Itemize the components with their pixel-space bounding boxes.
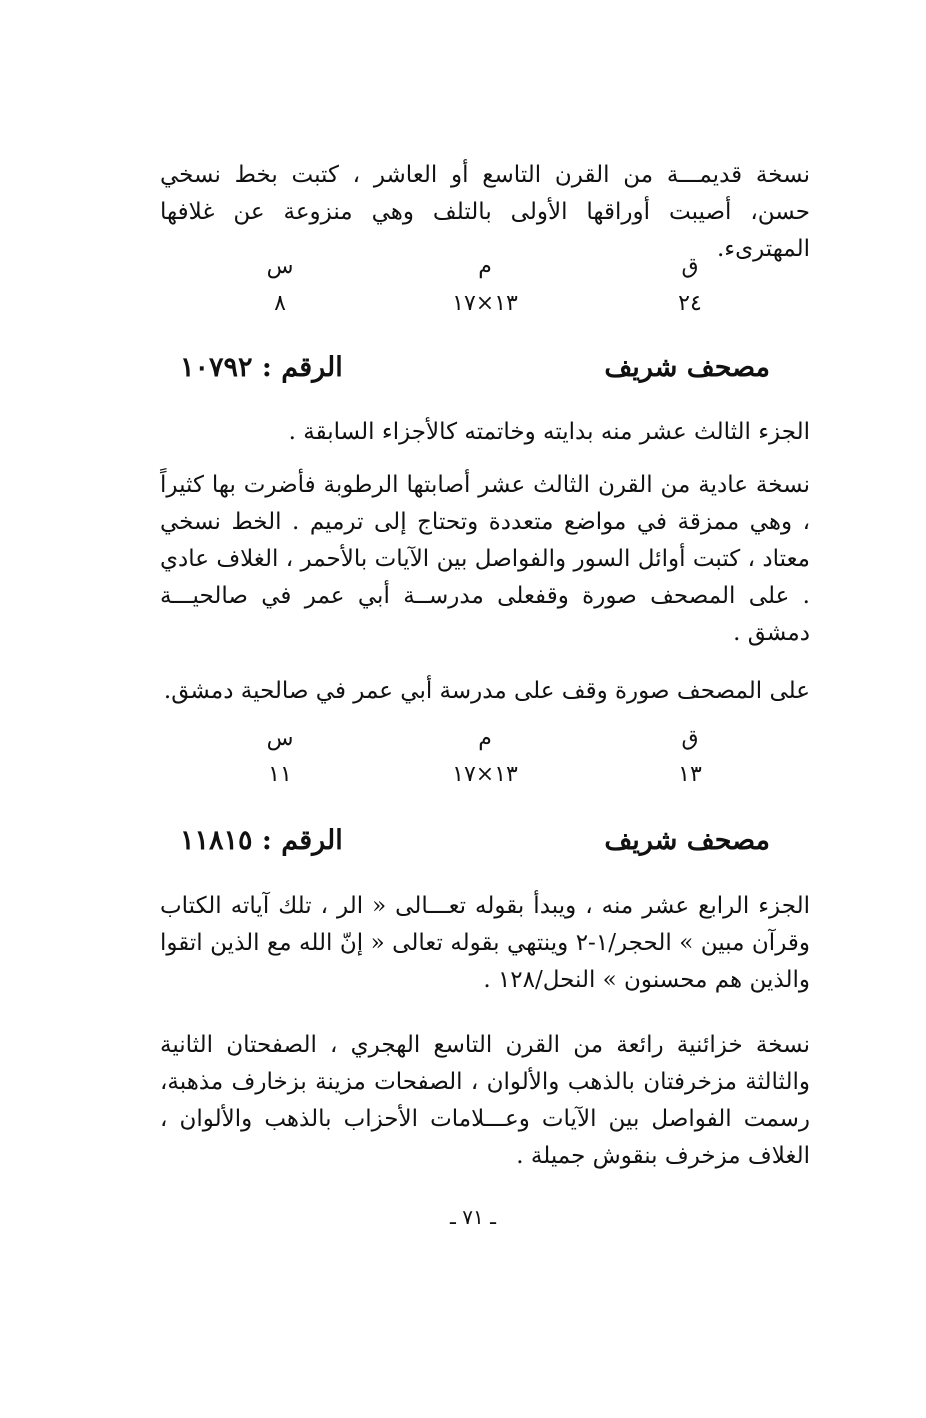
paragraph-description-previous: نسخة قديمـــة من القرن التاسع أو العاشر ، كتبت بخط نسخي حسن، أصيبت أوراقها الأولى بالتلف وهي منزوعة عن غلافها المهترىء. [160,162,810,262]
paragraph-copy-description-14: نسخة خزائنية رائعة من القرن التاسع الهجري ، الصفحتان الثانية والثالثة مزخرفتان بالذهب والألوان ، الصفحات مزينة بزخارف مذهبة، رسمت الفواصل بين الآيات وعـــلامات الأحزاب بالذهب والألوان ، الغلاف مزخرف بنقوش جميلة . [160,1032,810,1169]
header-m: م [478,725,492,751]
value-s: ١١ [268,761,292,787]
qms-header-row-2 [250,722,720,754]
entry-number: الرقم : ١١٨١٥ [180,824,343,856]
value-q: ٢٤ [678,290,702,316]
header-s: س [266,253,294,279]
paragraph-copy-description-13: نسخة عادية من القرن الثالث عشر أصابتها الرطوبة فأضرت بها كثيراً ، وهي ممزقة في مواضع متعددة وتحتاج إلى ترميم . الخط نسخي معتاد ، كتبت أوائل السور والفواصل بين الآيات بالأحمر ، الغلاف عادي . على المصحف صورة وقفعلى مدرســة أبي عمر في صالحيـــة دمشق . [160,472,810,646]
header-q: ق [681,725,699,751]
qms-header-row-1 [250,250,720,282]
page-number: ـ ٧١ ـ [450,1205,496,1229]
paragraph-waqf-note: على المصحف صورة وقف على مدرسة أبي عمر في صالحية دمشق. [163,678,810,704]
value-m: ١٣×١٧ [452,761,518,787]
header-q: ق [681,253,699,279]
qms-value-row-1 [250,287,720,319]
entry-number: الرقم : ١٠٧٩٢ [180,351,343,383]
entry-heading-10792 [180,345,770,389]
paragraph-part-14: الجزء الرابع عشر منه ، ويبدأ بقوله تعـــالى « الر ، تلك آياته الكتاب وقرآن مبين » الحجر/١-٢ وينتهي بقوله تعالى « إنّ الله مع الذين اتقوا والذين هم محسنون » النحل/١٢٨ . [160,893,810,993]
value-s: ٨ [274,290,286,316]
value-q: ١٣ [678,761,702,787]
qms-value-row-2 [250,758,720,790]
entry-heading-11815 [180,818,770,862]
header-m: م [478,253,492,279]
paragraph-part-13: الجزء الثالث عشر منه بدايته وخاتمته كالأجزاء السابقة . [288,419,810,445]
header-s: س [266,725,294,751]
entry-title: مصحف شريف [604,351,770,383]
entry-title: مصحف شريف [604,824,770,856]
value-m: ١٣×١٧ [452,290,518,316]
